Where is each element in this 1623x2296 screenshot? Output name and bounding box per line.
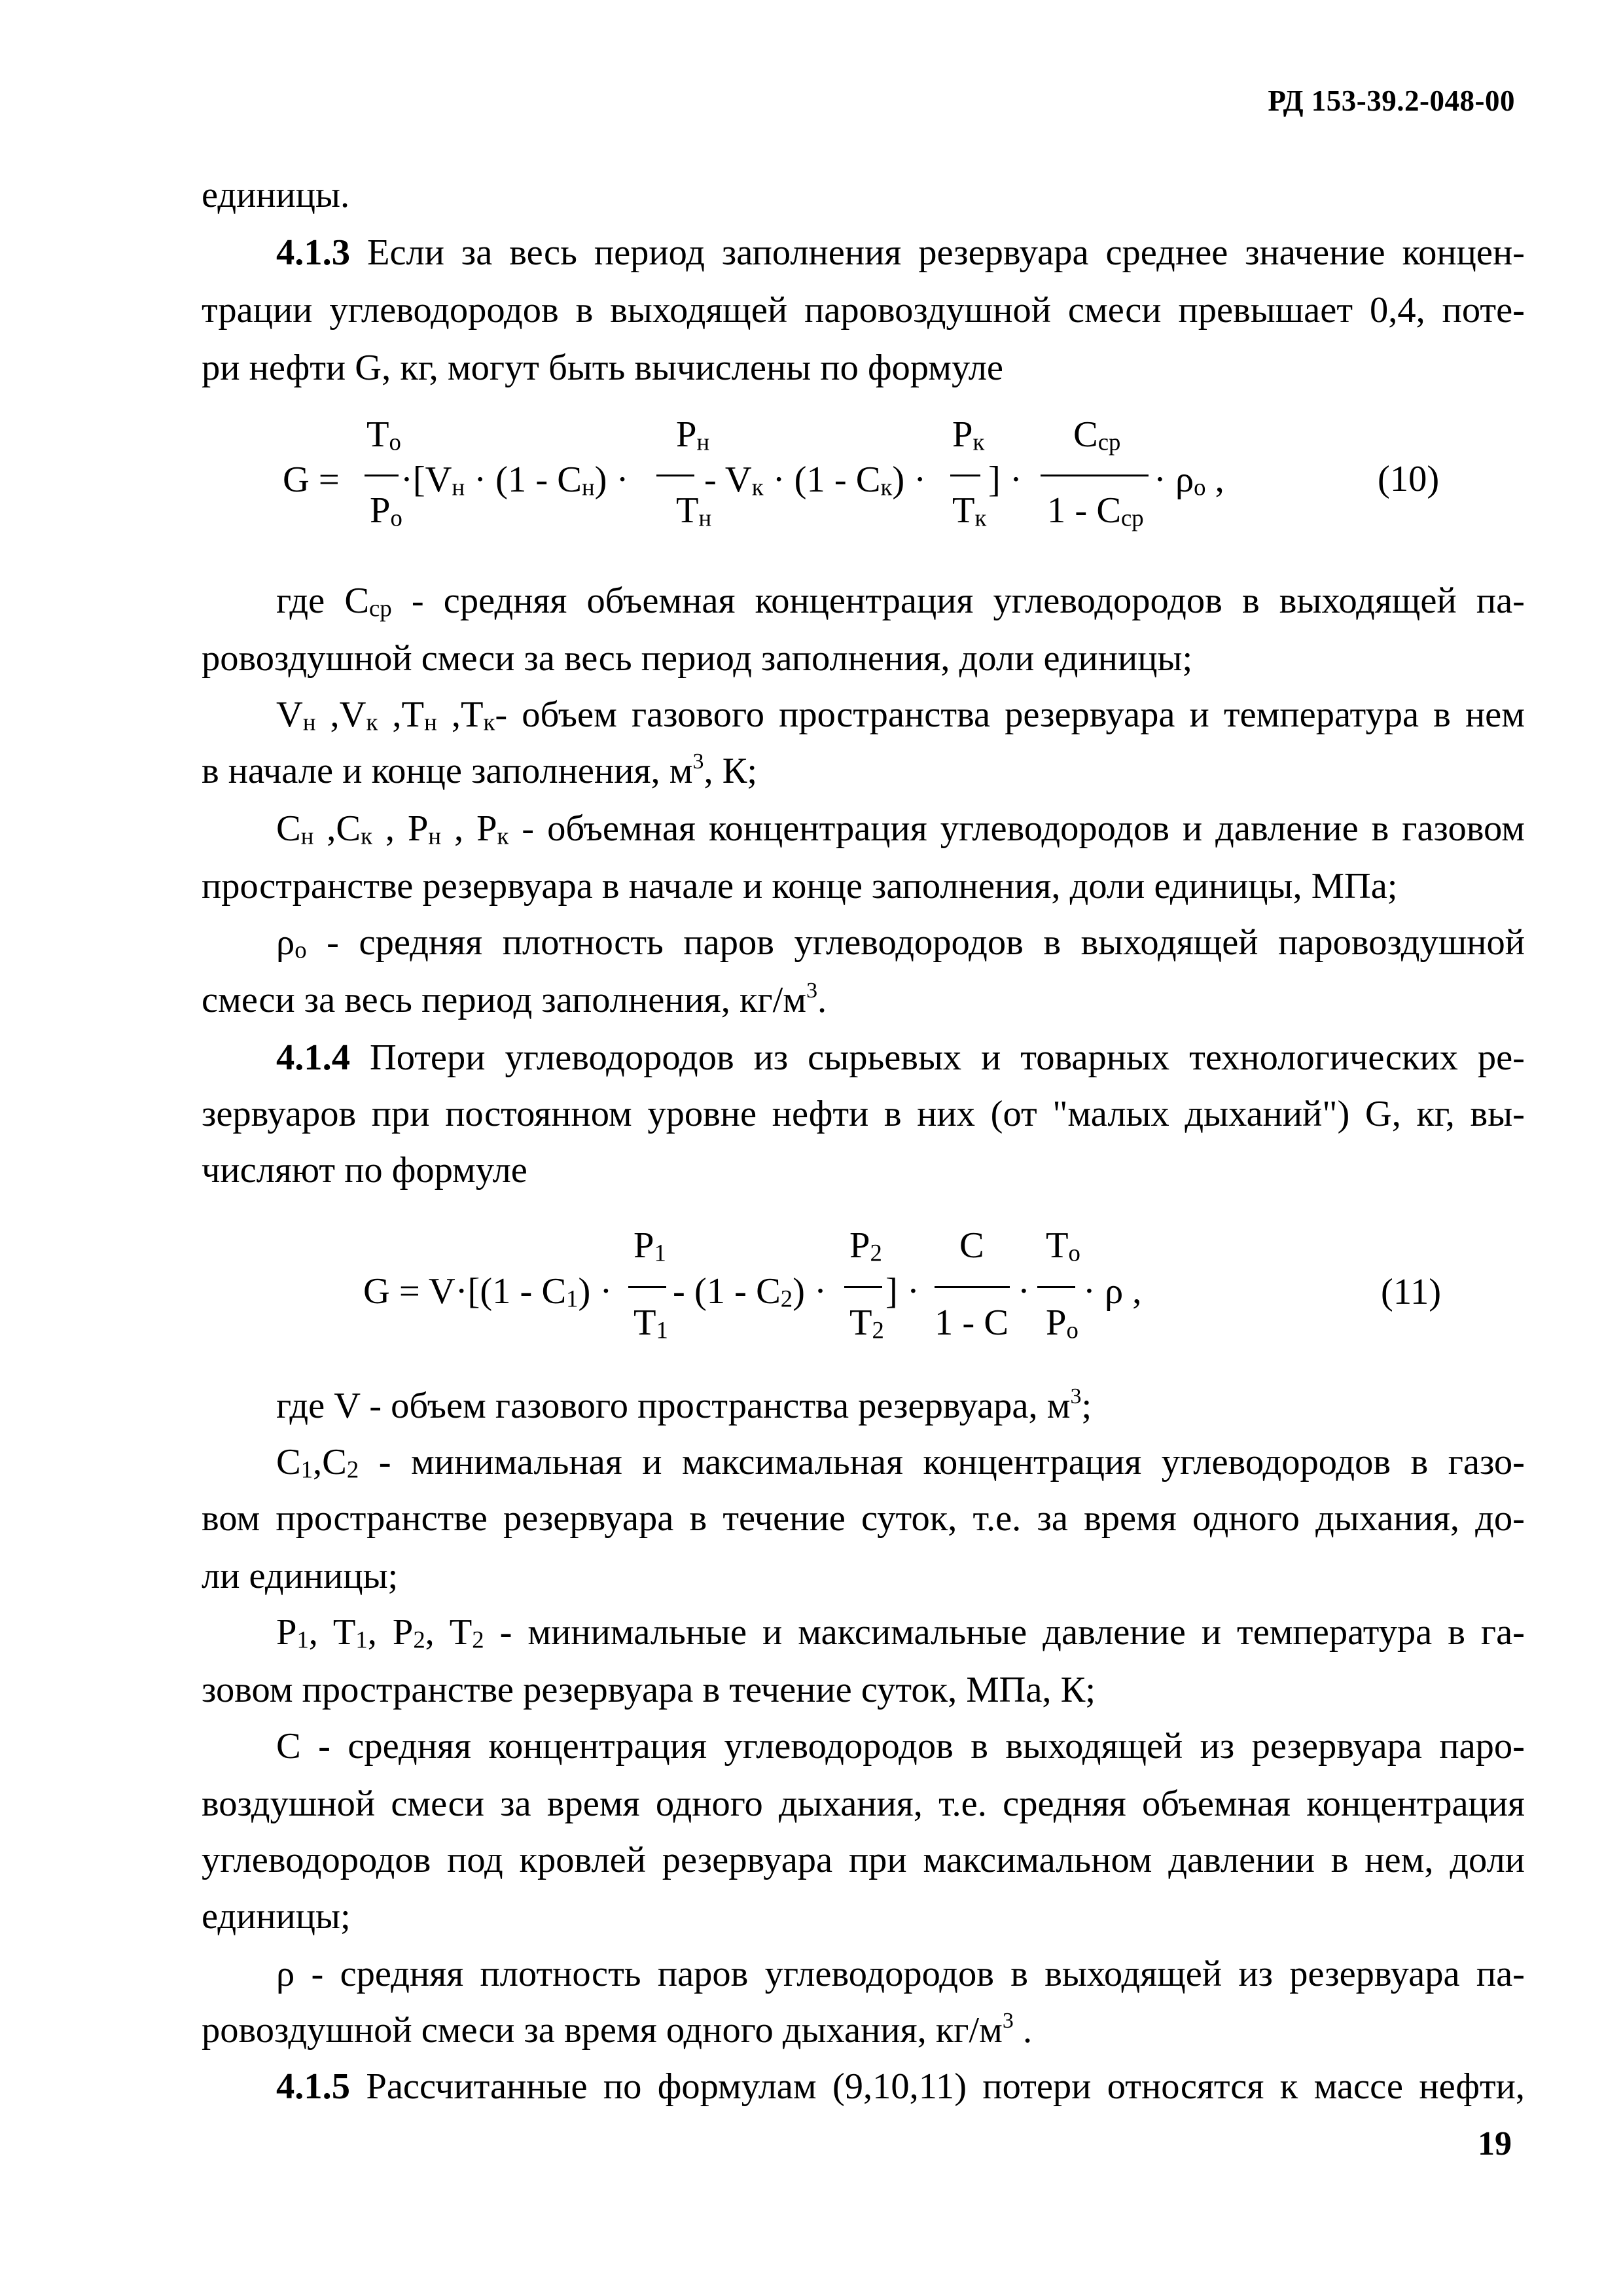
formula-11-den: 1 - C [935, 1302, 1008, 1343]
where-11-line-10: единицы; [202, 1896, 351, 1937]
paragraph-tail: единицы. [202, 175, 350, 215]
formula-11-p2: $P_2$ [849, 1225, 882, 1266]
paragraph-4-1-4-line-1: 4.1.4 Потери углеводородов из сырьевых и товарных технологических ре- [276, 1037, 1525, 1078]
where-11-line-4: ли единицы; [202, 1556, 399, 1596]
formula-10-lhs: G = [283, 459, 340, 500]
document-code: РД 153-39.2-048-00 [1268, 84, 1515, 117]
paragraph-4-1-3-line-2: трации углеводородов в выходящей паровоздушной смеси превышает 0,4, поте- [202, 290, 1525, 331]
formula-11-p1: $P_1$ [633, 1225, 666, 1266]
fraction-bar [656, 475, 694, 476]
formula-10-part-3: ] · [988, 459, 1022, 500]
where-10-line-3: $V_н$ $,V_к$ $,T_н$ $,T_к-$ объем газового пространства резервуара и температура в нем [276, 694, 1525, 736]
fraction-bar [935, 1286, 1010, 1288]
formula-11-tail: · ρ , [1083, 1271, 1142, 1312]
paragraph-4-1-3-line-1: 4.1.3 Если за весь период заполнения резервуара среднее значение концен- [276, 232, 1525, 273]
formula-10-t0: $T_о$ [366, 414, 401, 456]
formula-11-p0: $P_о$ [1046, 1302, 1079, 1344]
where-10-line-1: где $C_{ср}$ - средняя объемная концентрация углеводородов в выходящей па- [276, 581, 1525, 622]
formula-11-t1: $T_1$ [633, 1302, 668, 1344]
formula-10-part-1: $\cdot[V_н \cdot (1 - C_н)$ · [401, 459, 629, 501]
where-10-line-7: $\rho_о$ - средняя плотность паров углеводородов в выходящей паровоздушной [276, 922, 1525, 963]
where-11-line-9: углеводородов под кровлей резервуара при максимальном давлении в нем, доли [202, 1840, 1525, 1880]
formula-11-part-1: - $(1 - C_2)$ · [673, 1271, 827, 1312]
where-10-line-5: $C_н$ $,C_к$ , $P_н$ , $P_к$ - объемная концентрация углеводородов и давление в газовом [276, 808, 1525, 850]
formula-11-t0: $T_о$ [1046, 1225, 1080, 1266]
where-10-line-6: пространстве резервуара в начале и конце заполнения, доли единицы, МПа; [202, 866, 1398, 906]
fraction-bar [1041, 475, 1149, 476]
fraction-bar [365, 475, 399, 476]
formula-11-lhs: $G = V\cdot[(1 - C_1)$ · [363, 1271, 613, 1312]
formula-10-den: $1 - C_{ср}$ [1047, 490, 1144, 531]
where-11-line-11: ρ - средняя плотность паров углеводородов в выходящей из резервуара па- [276, 1954, 1525, 1994]
where-11-line-8: воздушной смеси за время одного дыхания, т.е. средняя объемная концентрация [202, 1784, 1525, 1824]
formula-11-c: C [959, 1225, 984, 1266]
where-11-line-6: зовом пространстве резервуара в течение суток, МПа, К; [202, 1670, 1096, 1710]
formula-11-dot: · [1018, 1271, 1030, 1312]
formula-10-number: (10) [1378, 459, 1440, 499]
formula-10-tn: $T_н$ [676, 490, 712, 531]
where-11-line-12: ровоздушной смеси за время одного дыхания, $кг/м^3$ . [202, 2008, 1033, 2051]
where-10-line-2: ровоздушной смеси за весь период заполнения, доли единицы; [202, 638, 1193, 679]
where-11-line-5: $P_1$, $T_1$, $P_2$, $T_2$ - минимальные и максимальные давление и температура в га- [276, 1612, 1525, 1653]
fraction-bar [628, 1286, 666, 1288]
formula-10-part-2: - $V_к \cdot (1 - C_к)$ · [704, 459, 927, 501]
where-10-line-8: смеси за весь период заполнения, $кг/м^3$. [202, 978, 827, 1020]
formula-11-number: (11) [1381, 1272, 1442, 1312]
formula-10-pk: $P_к$ [952, 414, 985, 456]
page-number: 19 [1478, 2125, 1512, 2162]
paragraph-4-1-4-line-3: числяют по формуле [202, 1150, 527, 1191]
fraction-bar [1037, 1286, 1075, 1288]
section-number: 4.1.4 [276, 1037, 350, 1078]
formula-10-tk: $T_к$ [952, 490, 987, 531]
paragraph-4-1-5-line-1: 4.1.5 Рассчитанные по формулам (9,10,11) потери относятся к массе нефти, [276, 2066, 1525, 2107]
where-10-line-4: в начале и конце заполнения, $м^3$, К; [202, 749, 758, 791]
section-number: 4.1.5 [276, 2066, 350, 2107]
where-11-line-3: вом пространстве резервуара в течение суток, т.е. за время одного дыхания, до- [202, 1498, 1525, 1539]
formula-11-part-2: ] · [885, 1271, 919, 1312]
formula-10-pn: $P_н$ [676, 414, 710, 456]
fraction-bar [950, 475, 980, 476]
formula-10-p0: $P_о$ [370, 490, 402, 531]
formula-10-csr: $C_{ср}$ [1073, 414, 1121, 456]
where-11-line-1: где V - объем газового пространства резервуара, $м^3$; [276, 1384, 1092, 1426]
paragraph-4-1-4-line-2: зервуаров при постоянном уровне нефти в них (от "малых дыханий") G, кг, вы- [202, 1094, 1525, 1134]
formula-10-tail: · $\rho_о$ , [1154, 459, 1224, 501]
fraction-bar [844, 1286, 882, 1288]
paragraph-4-1-3-line-3: ри нефти G, кг, могут быть вычислены по формуле [202, 348, 1003, 388]
formula-11-t2: $T_2$ [849, 1302, 884, 1344]
where-11-line-7: С - средняя концентрация углеводородов в выходящей из резервуара паро- [276, 1726, 1525, 1767]
section-number: 4.1.3 [276, 232, 350, 273]
where-11-line-2: $C_1,C_2$ - минимальная и максимальная концентрация углеводородов в газо- [276, 1442, 1525, 1483]
